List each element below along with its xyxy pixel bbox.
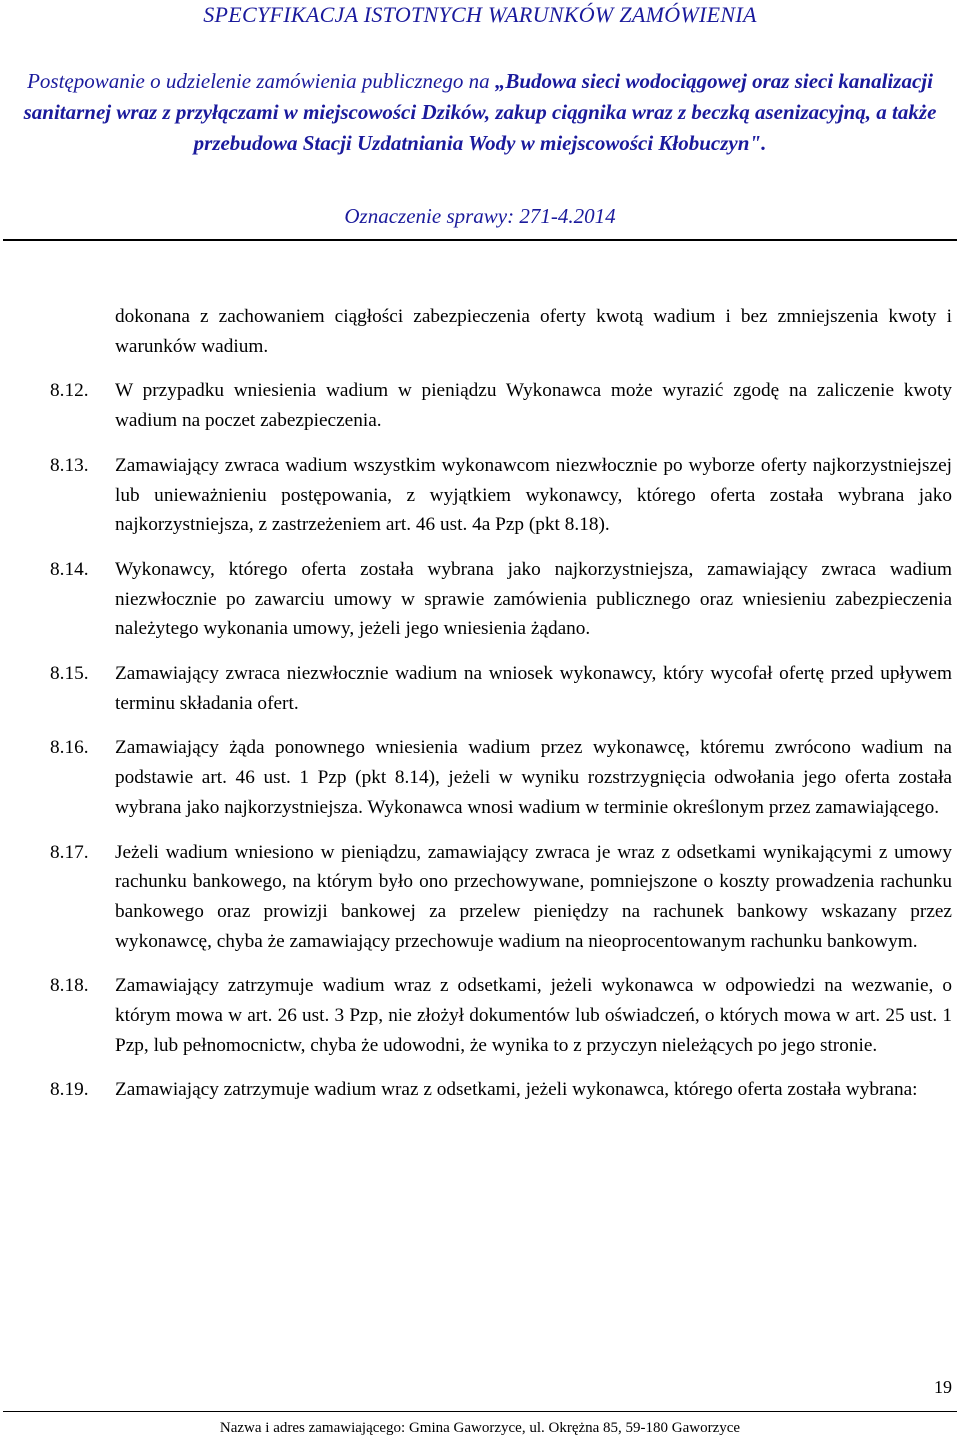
paragraph-number: 8.19. (50, 1079, 89, 1101)
paragraph-text: W przypadku wniesienia wadium w pieniądzu Wykonawca może wyrazić zgodę na zaliczenie kwoty wadium na poczet zabezpieczenia. (115, 380, 952, 432)
procurement-title (0, 66, 960, 159)
paragraph-text: Zamawiający zwraca wadium wszystkim wykonawcom niezwłocznie po wyborze oferty najkorzystniejszej lub unieważnieniu postępowania, z wyjątkiem wykonawcy, którego oferta została wybrana jako najkorzystniejsza, z zastrzeżeniem art. 46 ust. 4a Pzp (pkt 8.18). (115, 454, 952, 536)
paragraph-number: 8.12. (50, 380, 89, 402)
footer-divider (3, 1411, 957, 1412)
paragraph-number: 8.17. (50, 841, 89, 863)
paragraph-number: 8.15. (50, 663, 89, 685)
header-divider (3, 239, 957, 241)
document-title: SPECYFIKACJA ISTOTNYCH WARUNKÓW ZAMÓWIENIA (203, 2, 757, 27)
paragraph-8-12 (50, 376, 952, 435)
page-header (0, 0, 960, 242)
case-reference: Oznaczenie sprawy: 271-4.2014 (344, 204, 616, 228)
paragraph-number: 8.16. (50, 737, 89, 759)
paragraph-8-17 (50, 838, 952, 957)
page-footer: Nazwa i adres zamawiającego: Gmina Gaworzyce, ul. Okrężna 85, 59-180 Gaworzyce (219, 1420, 741, 1436)
paragraph-8-13 (50, 451, 952, 540)
procurement-title-prefix: Postępowanie o udzielenie zamówienia publicznego na (27, 69, 495, 93)
paragraph-text: Zamawiający zwraca niezwłocznie wadium na wniosek wykonawcy, który wycofał ofertę przed upływem terminu składania ofert. (115, 663, 952, 714)
paragraph-text: Zamawiający żąda ponownego wniesienia wadium przez wykonawcę, któremu zwrócono wadium na podstawie art. 46 ust. 1 Pzp (pkt 8.14), jeżeli w wyniku rozstrzygnięcia odwołania jego oferta została wybrana jako najkorzystniejsza. Wykonawca wnosi wadium w terminie określonym przez zamawiającego. (115, 737, 952, 818)
continuation-text: dokonana z zachowaniem ciągłości zabezpieczenia oferty kwotą wadium i bez zmniejszenia kwoty i warunków wadium. (115, 306, 952, 357)
paragraph-text: Zamawiający zatrzymuje wadium wraz z odsetkami, jeżeli wykonawca w odpowiedzi na wezwanie, o którym mowa w art. 26 ust. 3 Pzp, nie złożył dokumentów lub oświadczeń, o których mowa w art. 25 ust. 1 Pzp, lub pełnomocnictw, chyba że udowodni, że wynika to z przyczyn nieleżących po jego stronie. (115, 975, 952, 1056)
paragraph-number: 8.14. (50, 558, 89, 580)
paragraph-text: Wykonawcy, którego oferta została wybrana jako najkorzystniejsza, zamawiający zwraca wadium niezwłocznie po zawarciu umowy w sprawie zamówienia publicznego oraz wniesieniu zabezpieczenia należytego wykonania umowy, jeżeli jego wniesienia żądano. (115, 558, 952, 640)
paragraph-text: Jeżeli wadium wniesiono w pieniądzu, zamawiający zwraca je wraz z odsetkami wynikającymi z umowy rachunku bankowego, na którym było ono przechowywane, pomniejszone o koszty prowadzenia rachunku bankowego oraz prowizji bankowej za przelew pieniędzy na rachunek bankowy wskazany przez wykonawcę, chyba że zamawiający przechowuje wadium na nieoprocentowanym rachunku bankowym. (115, 841, 952, 952)
document-body (50, 302, 952, 1120)
paragraph-number: 8.18. (50, 975, 89, 997)
paragraph-8-16 (50, 733, 952, 822)
paragraph-8-15 (50, 659, 952, 718)
page-number: 19 (934, 1377, 952, 1397)
paragraph-8-19 (50, 1075, 952, 1105)
procurement-title-name: „Budowa sieci wodociągowej oraz sieci kanalizacji sanitarnej wraz z przyłączami w miejscowości Dzików, zakup ciągnika wraz z beczką asenizacyjną, a także przebudowa Stacji Uzdatniania Wody w miejscowości Kłobuczyn". (23, 69, 937, 155)
paragraph-number: 8.13. (50, 454, 89, 476)
paragraph-8-18 (50, 971, 952, 1060)
paragraph-text: Zamawiający zatrzymuje wadium wraz z odsetkami, jeżeli wykonawca, którego oferta została wybrana: (115, 1079, 918, 1101)
paragraph-8-14 (50, 555, 952, 644)
